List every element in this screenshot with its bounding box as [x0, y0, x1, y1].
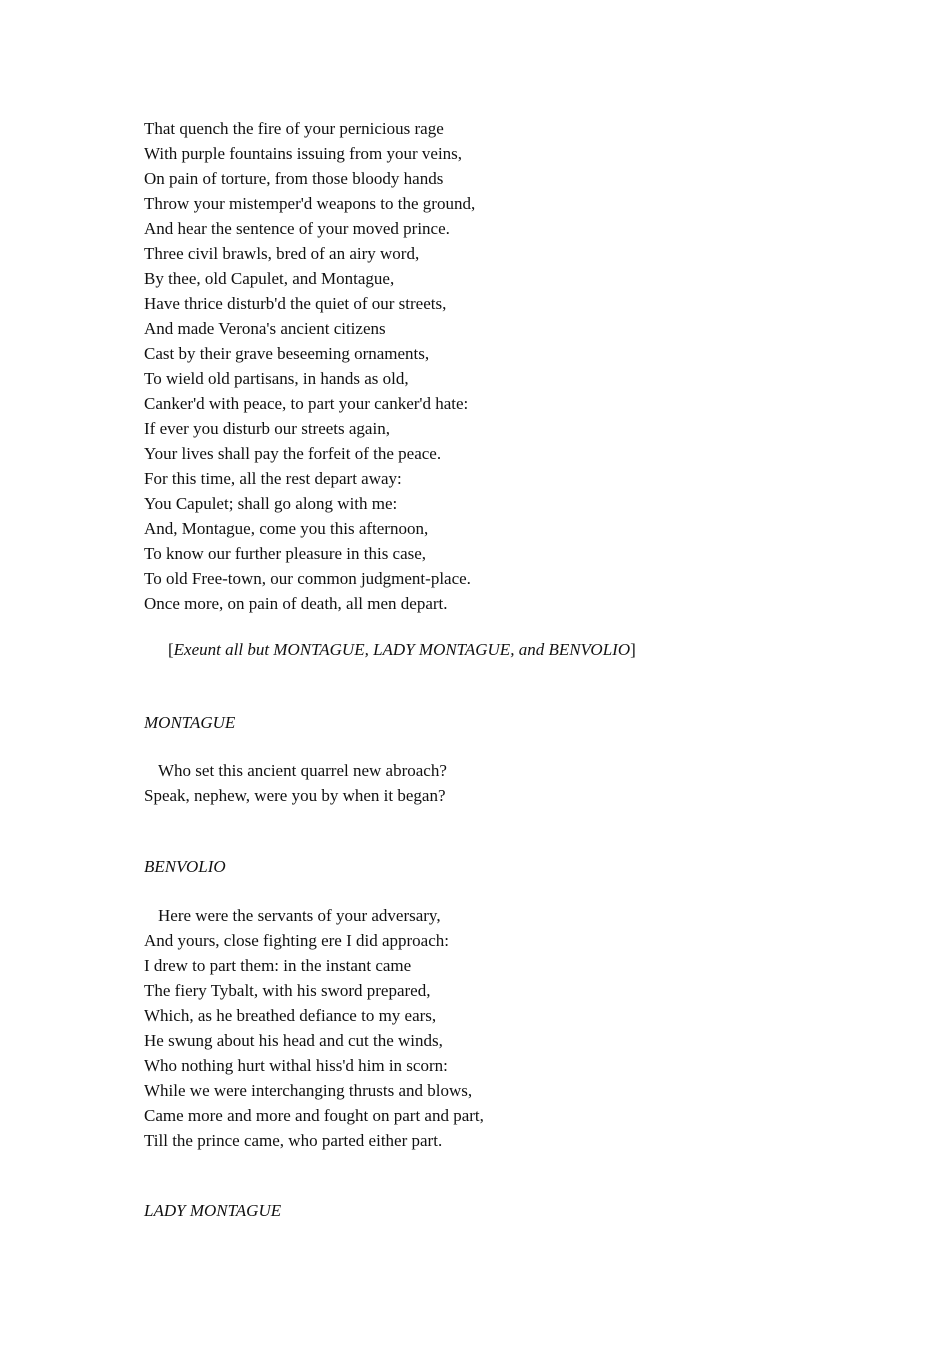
- verse-line: Cast by their grave beseeming ornaments,: [144, 344, 430, 363]
- verse-line: Three civil brawls, bred of an airy word,: [144, 244, 420, 263]
- verse-line: Came more and more and fought on part and part,: [144, 1106, 484, 1125]
- verse-line: Once more, on pain of death, all men depart.: [144, 594, 448, 613]
- verse-line: And hear the sentence of your moved prince.: [144, 219, 450, 238]
- verse-line: To wield old partisans, in hands as old,: [144, 369, 409, 388]
- speaker-name-benvolio: BENVOLIO: [144, 857, 226, 876]
- verse-line: Your lives shall pay the forfeit of the peace.: [144, 444, 442, 463]
- verse-line: And yours, close fighting ere I did approach:: [144, 931, 449, 950]
- verse-line: Speak, nephew, were you by when it began?: [144, 786, 446, 805]
- stage-direction-open-bracket: [: [168, 640, 174, 659]
- verse-line: And, Montague, come you this afternoon,: [144, 519, 429, 538]
- stage-direction-close-bracket: ]: [630, 640, 636, 659]
- verse-line: Have thrice disturb'd the quiet of our streets,: [144, 294, 447, 313]
- verse-line: For this time, all the rest depart away:: [144, 469, 402, 488]
- verse-line: The fiery Tybalt, with his sword prepared,: [144, 981, 431, 1000]
- verse-line: While we were interchanging thrusts and blows,: [144, 1081, 473, 1100]
- verse-line: Till the prince came, who parted either part.: [144, 1131, 443, 1150]
- speech-block-montague: [144, 758, 447, 808]
- verse-line: I drew to part them: in the instant came: [144, 956, 412, 975]
- verse-line: Canker'd with peace, to part your canker'd hate:: [144, 394, 469, 413]
- verse-line: And made Verona's ancient citizens: [144, 319, 386, 338]
- verse-line: He swung about his head and cut the winds,: [144, 1031, 443, 1050]
- speaker-name-montague: MONTAGUE: [144, 713, 236, 732]
- verse-line: To old Free-town, our common judgment-place.: [144, 569, 471, 588]
- verse-line: By thee, old Capulet, and Montague,: [144, 269, 395, 288]
- verse-line: Throw your mistemper'd weapons to the ground,: [144, 194, 476, 213]
- verse-line: You Capulet; shall go along with me:: [144, 494, 398, 513]
- verse-line: That quench the fire of your pernicious rage: [144, 119, 444, 138]
- verse-line: Which, as he breathed defiance to my ears,: [144, 1006, 437, 1025]
- speaker-name-lady-montague: LADY MONTAGUE: [144, 1201, 282, 1220]
- verse-line: To know our further pleasure in this case,: [144, 544, 427, 563]
- speech-block-prince: [144, 116, 475, 616]
- verse-line: With purple fountains issuing from your veins,: [144, 144, 463, 163]
- verse-line: Who nothing hurt withal hiss'd him in scorn:: [144, 1056, 448, 1075]
- verse-line: Here were the servants of your adversary,: [158, 906, 441, 925]
- verse-line: On pain of torture, from those bloody hands: [144, 169, 444, 188]
- speech-block-benvolio: [144, 903, 484, 1153]
- verse-line: If ever you disturb our streets again,: [144, 419, 390, 438]
- verse-line: Who set this ancient quarrel new abroach?: [158, 761, 447, 780]
- stage-direction: [168, 637, 636, 662]
- stage-direction-text: Exeunt all but MONTAGUE, LADY MONTAGUE, and BENVOLIO: [173, 640, 631, 659]
